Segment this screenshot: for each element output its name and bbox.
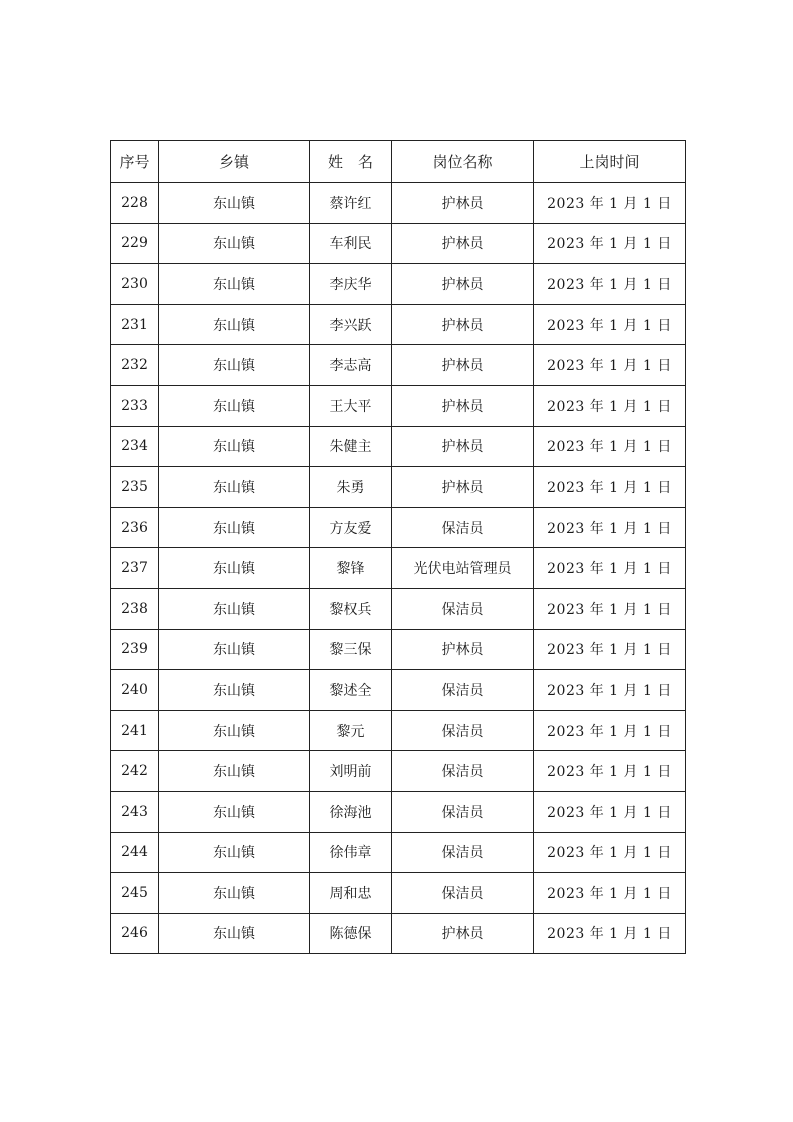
cell-name: 蔡许红 (310, 183, 392, 224)
cell-post: 护林员 (392, 264, 534, 305)
table-row (111, 507, 686, 548)
table-row (111, 183, 686, 224)
table-row (111, 873, 686, 914)
cell-start-date: 2023 年 1 月 1 日 (534, 670, 686, 711)
cell-index: 228 (111, 183, 159, 224)
cell-name: 李庆华 (310, 264, 392, 305)
cell-post: 护林员 (392, 467, 534, 508)
cell-town: 东山镇 (159, 913, 310, 954)
cell-index: 246 (111, 913, 159, 954)
header-name: 姓 名 (310, 141, 392, 183)
header-index: 序号 (111, 141, 159, 183)
cell-town: 东山镇 (159, 710, 310, 751)
cell-index: 245 (111, 873, 159, 914)
cell-name: 黎三保 (310, 629, 392, 670)
table-row (111, 913, 686, 954)
cell-index: 232 (111, 345, 159, 386)
cell-index: 239 (111, 629, 159, 670)
table-row (111, 629, 686, 670)
cell-start-date: 2023 年 1 月 1 日 (534, 223, 686, 264)
table-row (111, 588, 686, 629)
cell-post: 保洁员 (392, 873, 534, 914)
cell-town: 东山镇 (159, 345, 310, 386)
table-row (111, 710, 686, 751)
cell-index: 244 (111, 832, 159, 873)
cell-post: 保洁员 (392, 751, 534, 792)
cell-index: 237 (111, 548, 159, 589)
cell-name: 徐伟章 (310, 832, 392, 873)
cell-start-date: 2023 年 1 月 1 日 (534, 507, 686, 548)
cell-start-date: 2023 年 1 月 1 日 (534, 426, 686, 467)
cell-name: 刘明前 (310, 751, 392, 792)
cell-town: 东山镇 (159, 873, 310, 914)
cell-town: 东山镇 (159, 264, 310, 305)
cell-index: 241 (111, 710, 159, 751)
cell-name: 黎锋 (310, 548, 392, 589)
cell-town: 东山镇 (159, 183, 310, 224)
cell-start-date: 2023 年 1 月 1 日 (534, 588, 686, 629)
cell-name: 陈德保 (310, 913, 392, 954)
table-row (111, 791, 686, 832)
cell-start-date: 2023 年 1 月 1 日 (534, 791, 686, 832)
cell-post: 护林员 (392, 345, 534, 386)
cell-town: 东山镇 (159, 751, 310, 792)
table-row (111, 832, 686, 873)
cell-town: 东山镇 (159, 791, 310, 832)
cell-name: 方友爱 (310, 507, 392, 548)
header-start-date: 上岗时间 (534, 141, 686, 183)
cell-post: 护林员 (392, 304, 534, 345)
cell-start-date: 2023 年 1 月 1 日 (534, 548, 686, 589)
cell-name: 李兴跃 (310, 304, 392, 345)
header-town: 乡镇 (159, 141, 310, 183)
cell-start-date: 2023 年 1 月 1 日 (534, 183, 686, 224)
cell-post: 保洁员 (392, 507, 534, 548)
table-row (111, 751, 686, 792)
cell-name: 车利民 (310, 223, 392, 264)
table-row (111, 264, 686, 305)
cell-index: 229 (111, 223, 159, 264)
table-row (111, 548, 686, 589)
cell-town: 东山镇 (159, 385, 310, 426)
cell-index: 240 (111, 670, 159, 711)
table-body (111, 183, 686, 954)
cell-town: 东山镇 (159, 304, 310, 345)
cell-index: 235 (111, 467, 159, 508)
table-row (111, 426, 686, 467)
cell-start-date: 2023 年 1 月 1 日 (534, 751, 686, 792)
cell-name: 王大平 (310, 385, 392, 426)
header-row (111, 141, 686, 183)
table-header (111, 141, 686, 183)
cell-post: 保洁员 (392, 832, 534, 873)
cell-name: 朱健主 (310, 426, 392, 467)
table-row (111, 467, 686, 508)
cell-town: 东山镇 (159, 223, 310, 264)
cell-start-date: 2023 年 1 月 1 日 (534, 385, 686, 426)
cell-post: 保洁员 (392, 588, 534, 629)
cell-town: 东山镇 (159, 588, 310, 629)
cell-post: 护林员 (392, 385, 534, 426)
cell-post: 护林员 (392, 629, 534, 670)
cell-name: 黎元 (310, 710, 392, 751)
cell-index: 234 (111, 426, 159, 467)
cell-name: 周和忠 (310, 873, 392, 914)
cell-town: 东山镇 (159, 832, 310, 873)
header-post: 岗位名称 (392, 141, 534, 183)
cell-start-date: 2023 年 1 月 1 日 (534, 345, 686, 386)
table-row (111, 304, 686, 345)
table-row (111, 223, 686, 264)
cell-start-date: 2023 年 1 月 1 日 (534, 304, 686, 345)
personnel-table (110, 140, 686, 954)
table-row (111, 670, 686, 711)
cell-index: 243 (111, 791, 159, 832)
cell-start-date: 2023 年 1 月 1 日 (534, 710, 686, 751)
cell-town: 东山镇 (159, 507, 310, 548)
cell-post: 保洁员 (392, 710, 534, 751)
cell-index: 242 (111, 751, 159, 792)
cell-start-date: 2023 年 1 月 1 日 (534, 832, 686, 873)
cell-start-date: 2023 年 1 月 1 日 (534, 467, 686, 508)
cell-post: 护林员 (392, 183, 534, 224)
cell-index: 236 (111, 507, 159, 548)
cell-town: 东山镇 (159, 629, 310, 670)
cell-post: 护林员 (392, 223, 534, 264)
cell-index: 230 (111, 264, 159, 305)
cell-index: 238 (111, 588, 159, 629)
cell-post: 保洁员 (392, 670, 534, 711)
cell-post: 护林员 (392, 913, 534, 954)
cell-town: 东山镇 (159, 670, 310, 711)
cell-post: 光伏电站管理员 (392, 548, 534, 589)
cell-name: 黎述全 (310, 670, 392, 711)
cell-post: 护林员 (392, 426, 534, 467)
cell-index: 231 (111, 304, 159, 345)
table-row (111, 345, 686, 386)
cell-town: 东山镇 (159, 548, 310, 589)
cell-name: 黎权兵 (310, 588, 392, 629)
cell-start-date: 2023 年 1 月 1 日 (534, 913, 686, 954)
cell-start-date: 2023 年 1 月 1 日 (534, 629, 686, 670)
cell-start-date: 2023 年 1 月 1 日 (534, 264, 686, 305)
cell-index: 233 (111, 385, 159, 426)
cell-name: 李志高 (310, 345, 392, 386)
cell-name: 徐海池 (310, 791, 392, 832)
cell-start-date: 2023 年 1 月 1 日 (534, 873, 686, 914)
cell-town: 东山镇 (159, 467, 310, 508)
cell-town: 东山镇 (159, 426, 310, 467)
cell-post: 保洁员 (392, 791, 534, 832)
cell-name: 朱勇 (310, 467, 392, 508)
table-row (111, 385, 686, 426)
